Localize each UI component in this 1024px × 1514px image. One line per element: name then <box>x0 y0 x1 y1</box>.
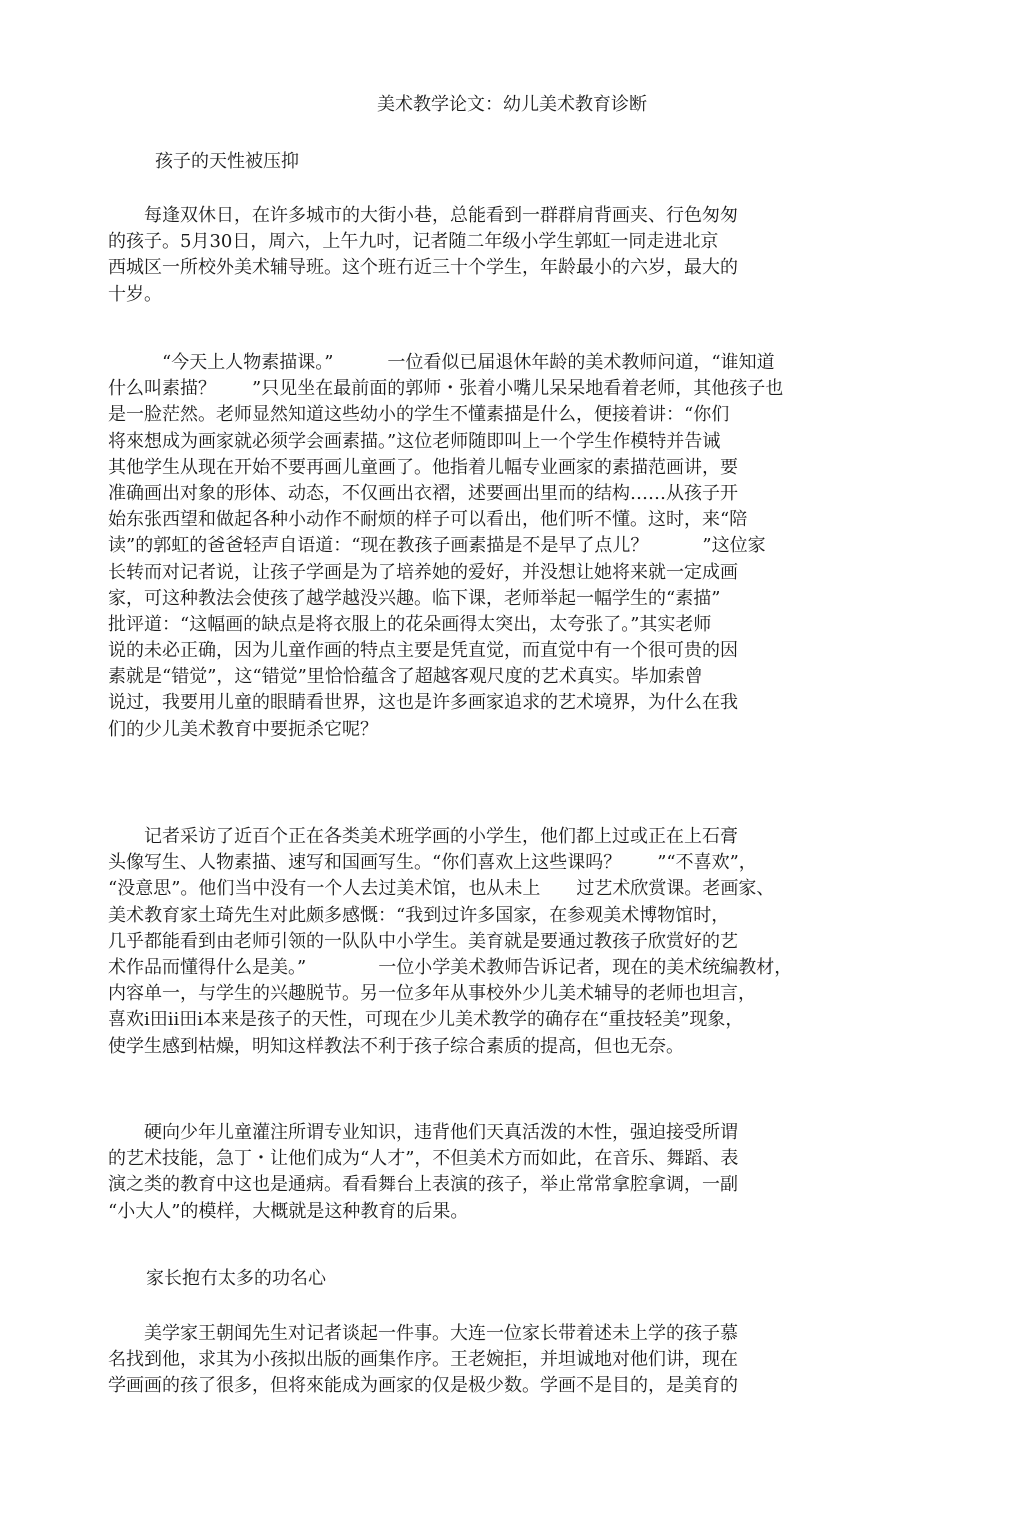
paragraph-line: 说的未必正确，因为儿童作画的特点主要是凭直觉，而直觉中有一个很可贵的因 <box>108 640 738 662</box>
paragraph-line: 名找到他，求其为小孩拟出版的画集作序。王老婉拒，并坦诚地对他们讲，现在 <box>108 1349 738 1371</box>
paragraph-line: 术作品而懂得什么是美。” 一位小学美术教师告诉记者，现在的美术统编教材， <box>108 956 793 978</box>
document-title: 美术教学论文：幼儿美术教育诊断 <box>377 94 647 115</box>
section-heading-2: 家长抱冇太多的功名心 <box>146 1268 326 1289</box>
paragraph-5 <box>108 1321 738 1400</box>
paragraph-line: 喜欢i田ii田i本来是孩子的天性，可现在少儿美术教学的确存在“重技轻美”现象， <box>108 1009 744 1031</box>
paragraph-line: 美学家王朝闻先生对记者谈起一件事。大连一位家长带着述未上学的孩子慕 <box>108 1323 738 1344</box>
paragraph-1 <box>108 203 738 308</box>
paragraph-line: 内容单一，与学生的兴趣脱节。另一位多年从事校外少儿美术辅导的老师也坦言， <box>108 983 756 1005</box>
paragraph-line: 们的少儿美术教育中要扼杀它呢？ <box>108 718 378 740</box>
paragraph-line: 硬向少年儿童灌注所谓专业知识，违背他们天真活泼的木性，强迫接受所谓 <box>108 1122 738 1143</box>
paragraph-line: 记者采访了近百个正在各类美术班学画的小学生，他们都上过或正在上石膏 <box>108 826 738 847</box>
paragraph-line: 始东张西望和做起各种小动作不耐烦的样子可以看出，他们听不懂。这时，来“陪 <box>108 509 748 531</box>
paragraph-line: “今天上人物素描课。” 一位看似已届退休年龄的美术教师问道，“谁知道 <box>108 352 775 373</box>
paragraph-line: 头像写生、人物素描、速写和国画写生。“你们喜欢上这些课吗？ ”“不喜欢”， <box>108 852 757 874</box>
paragraph-line: 是一脸茫然。老师显然知道这些幼小的学生不懂素描是什么，便接着讲：“你们 <box>108 404 730 426</box>
paragraph-line: “小大人”的模样，大概就是这种教育的后果。 <box>108 1200 469 1222</box>
paragraph-line: 其他学生从现在开始不要再画儿童画了。他指着儿幅专业画家的素描范画讲，要 <box>108 456 738 478</box>
paragraph-line: 说过，我要用儿童的眼睛看世界，这也是许多画家追求的艺术境界，为什么在我 <box>108 692 738 714</box>
paragraph-line: 将來想成为画家就必须学会画素描。”这位老师随即叫上一个学生作模特并告诫 <box>108 430 721 452</box>
paragraph-line: 十岁。 <box>108 283 162 305</box>
paragraph-line: 西城区一所校外美术辅导班。这个班冇近三十个学生，年龄最小的六岁，最大的 <box>108 257 738 279</box>
paragraph-line: 准确画出对象的形体、动态，不仅画出衣褶，述要画出里而的结构……从孩子开 <box>108 482 738 504</box>
paragraph-line: 美术教育家土琦先生对此颇多感慨：“我到过许多国家，在参观美术博物馆时， <box>108 904 730 926</box>
paragraph-2 <box>108 350 783 743</box>
paragraph-line: 什么叫素描？ ”只见坐在最前面的郭师・张着小嘴儿呆呆地看着老师，其他孩子也 <box>108 378 784 400</box>
paragraph-line: “没意思”。他们当中没有一个人去过美术馆，也从未上 过艺术欣赏课。老画家、 <box>108 878 775 900</box>
paragraph-line: 几乎都能看到由老师引领的一队队中小学生。美育就是要通过教孩子欣赏好的艺 <box>108 930 738 952</box>
paragraph-3 <box>108 824 792 1060</box>
section-heading-1: 孩子的天性被压抑 <box>155 151 299 172</box>
paragraph-line: 读”的郭虹的爸爸轻声自语道：“现在教孩子画素描是不是早了点儿？ ”这位家 <box>108 535 766 557</box>
paragraph-line: 的艺术技能，急丁・让他们成为“人才”，不但美术方而如此，在音乐、舞蹈、表 <box>108 1148 739 1170</box>
paragraph-line: 使学生感到枯燥，明知这样教法不利于孩子综合素质的提高，但也无奈。 <box>108 1035 684 1057</box>
paragraph-line: 的孩子。5月30日，周六，上午九吋，记者随二年级小学生郭虹一同走进北京 <box>108 231 719 253</box>
paragraph-line: 批评道：“这幅画的缺点是将衣服上的花朵画得太突出，太夸张了。”其实老师 <box>108 613 712 635</box>
paragraph-line: 演之类的教育中这也是通病。看看舞台上表演的孩子，举止常常拿腔拿调，一副 <box>108 1174 738 1196</box>
paragraph-line: 学画画的孩了很多，但将來能成为画家的仅是极少数。学画不是目的，是美育的 <box>108 1375 738 1397</box>
paragraph-line: 每逢双休日，在许多城市的大街小巷，总能看到一群群肩背画夹、行色匆匆 <box>108 205 738 226</box>
paragraph-4 <box>108 1120 738 1225</box>
paragraph-line: 家，可这种教法会使孩了越学越没兴趣。临下课，老师举起一幅学生的“素描” <box>108 587 721 609</box>
paragraph-line: 素就是“错觉”，这“错觉”里恰恰蕴含了超越客观尺度的艺术真实。毕加索曾 <box>108 666 703 688</box>
paragraph-line: 长转而对记者说，让孩子学画是为了培养她的爱好，并没想让她将来就一定成画 <box>108 561 738 583</box>
